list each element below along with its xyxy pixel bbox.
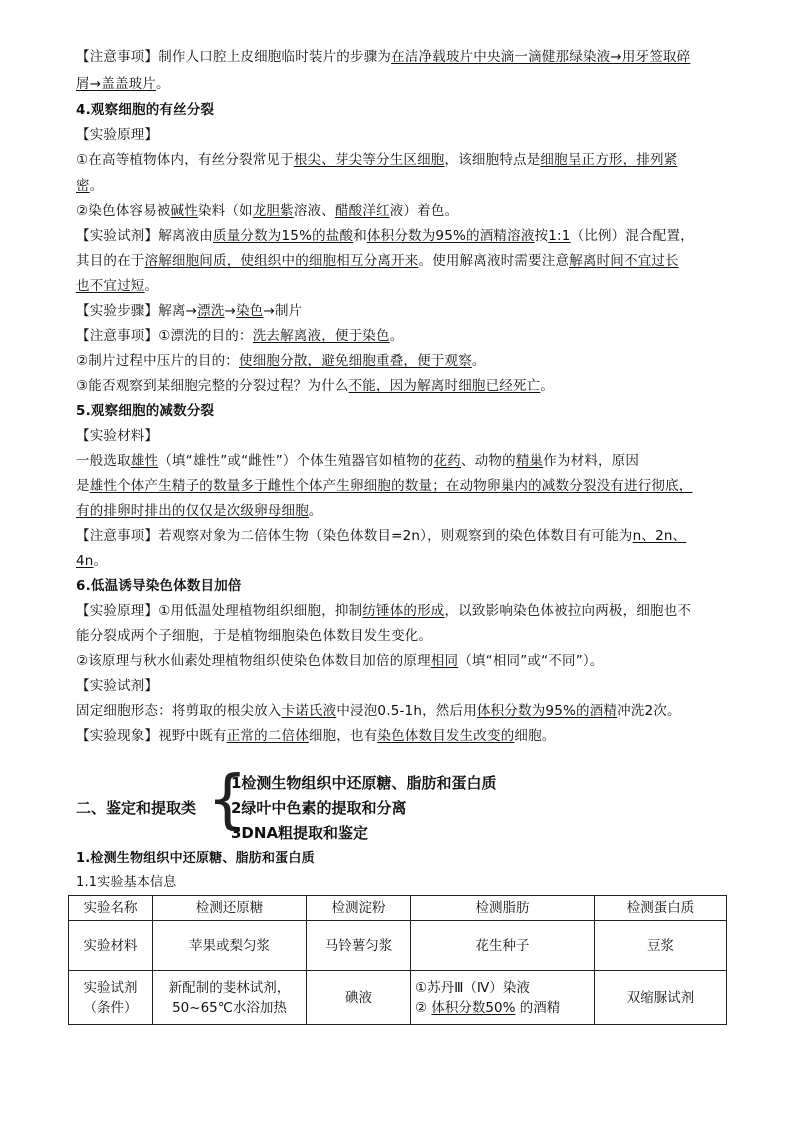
principle-line-3: ②染色体容易被碱性染料（如龙胆紫溶液、醋酸洋红液）着色。 (76, 203, 459, 219)
reagent-line-3: 也不宜过短。 (76, 278, 159, 294)
table-header-cell: 检测脂肪 (411, 896, 595, 921)
heading-meiosis: 5.观察细胞的减数分裂 (76, 403, 215, 419)
note-line-1: 【注意事项】制作人口腔上皮细胞临时装片的步骤为在洁净载玻片中央滴一滴健那绿染液→用牙签取碎 (76, 49, 691, 65)
table-row (69, 921, 727, 971)
materials-line-1: 一般选取雄性（填“雄性”或“雌性”）个体生殖器官如植物的花药、动物的精巢作为材料，原因 (76, 453, 640, 469)
table-cell: 马铃薯匀浆 (307, 921, 411, 971)
table-cell: 双缩脲试剂 (595, 971, 727, 1025)
heading-low-temp: 6.低温诱导染色体数目加倍 (76, 578, 242, 594)
table-cell: 实验材料 (69, 921, 153, 971)
caution-line-2: ②制片过程中压片的目的：使细胞分散，避免细胞重叠，便于观察。 (76, 353, 486, 369)
principle-line-2: 密。 (76, 178, 104, 194)
caution-line-1: 【注意事项】①漂洗的目的：洗去解离液，便于染色。 (76, 328, 404, 344)
section-2-item-1: 1检测生物组织中还原糖、脂肪和蛋白质 (231, 774, 497, 792)
table-cell: 新配制的斐林试剂， 50~65℃水浴加热 (153, 971, 307, 1025)
meiosis-caution-line-2: 4n。 (76, 553, 108, 569)
subheading-basic-info: 1.1实验基本信息 (76, 875, 177, 890)
lowtemp-principle-line-3: ②该原理与秋水仙素处理植物组织使染色体数目加倍的原理相同（填“相同”或“不同”）。 (76, 653, 604, 669)
table-row (69, 971, 727, 1025)
meiosis-caution-line-1: 【注意事项】若观察对象为二倍体生物（染色体数目=2n），则观察到的染色体数目有可能为n、2n、 (76, 528, 687, 544)
brace-icon: { (207, 763, 248, 837)
reagent-line-2: 其目的在于溶解细胞间质，使组织中的细胞相互分离开来。使用解离液时需要注意解离时间不宜过长 (76, 253, 679, 269)
experiment-table (68, 895, 727, 1025)
table-cell: 豆浆 (595, 921, 727, 971)
materials-line-3: 有的排卵时排出的仅仅是次级卵母细胞。 (76, 503, 323, 519)
steps-line: 【实验步骤】解离→漂洗→染色→制片 (76, 303, 303, 319)
table-header-row (69, 896, 727, 921)
table-header-cell: 检测还原糖 (153, 896, 307, 921)
table-header-cell: 检测淀粉 (307, 896, 411, 921)
table-header-cell: 实验名称 (69, 896, 153, 921)
phenomenon-line: 【实验现象】视野中既有正常的二倍体细胞，也有染色体数目发生改变的细胞。 (76, 728, 556, 744)
heading-mitosis: 4.观察细胞的有丝分裂 (76, 102, 215, 118)
reagent-line-1: 【实验试剂】解离液由质量分数为15%的盐酸和体积分数为95%的酒精溶液按1:1（比例）混合配置， (76, 228, 694, 244)
section-2-title: 二、鉴定和提取类 (76, 799, 197, 817)
fixation-line: 固定细胞形态：将剪取的根尖放入卡诺氏液中浸泡0.5-1h，然后用体积分数为95%的酒精冲洗2次。 (76, 703, 681, 719)
table-cell: 苹果或梨匀浆 (153, 921, 307, 971)
principle-line-1: ①在高等植物体内，有丝分裂常见于根尖、芽尖等分生区细胞，该细胞特点是细胞呈正方形，排列紧 (76, 152, 678, 168)
note-line-2: 屑→盖盖玻片。 (76, 76, 170, 92)
subheading-detection: 1.检测生物组织中还原糖、脂肪和蛋白质 (76, 851, 315, 866)
lowtemp-principle-line-2: 能分裂成两个子细胞，于是植物细胞染色体数目发生变化。 (76, 628, 433, 644)
table-cell: 花生种子 (411, 921, 595, 971)
table-cell: ①苏丹Ⅲ（Ⅳ）染液 ② 体积分数50% 的酒精 (411, 971, 595, 1025)
caution-line-3: ③能否观察到某细胞完整的分裂过程？为什么不能，因为解离时细胞已经死亡。 (76, 378, 555, 394)
materials-line-2: 是雄性个体产生精子的数量多于雌性个体产生卵细胞的数量；在动物卵巢内的减数分裂没有进行彻底， (76, 478, 693, 494)
section-2-item-3: 3DNA粗提取和鉴定 (231, 824, 369, 842)
table-cell: 实验试剂 （条件） (69, 971, 153, 1025)
lowtemp-principle-line-1: 【实验原理】①用低温处理植物组织细胞，抑制纺锤体的形成，以致影响染色体被拉向两极，细胞也不 (76, 603, 692, 619)
label-principle: 【实验原理】 (76, 127, 159, 143)
label-reagents: 【实验试剂】 (76, 678, 159, 694)
label-materials: 【实验材料】 (76, 428, 159, 444)
table-cell: 碘液 (307, 971, 411, 1025)
section-2-item-2: 2绿叶中色素的提取和分离 (231, 799, 407, 817)
table-header-cell: 检测蛋白质 (595, 896, 727, 921)
